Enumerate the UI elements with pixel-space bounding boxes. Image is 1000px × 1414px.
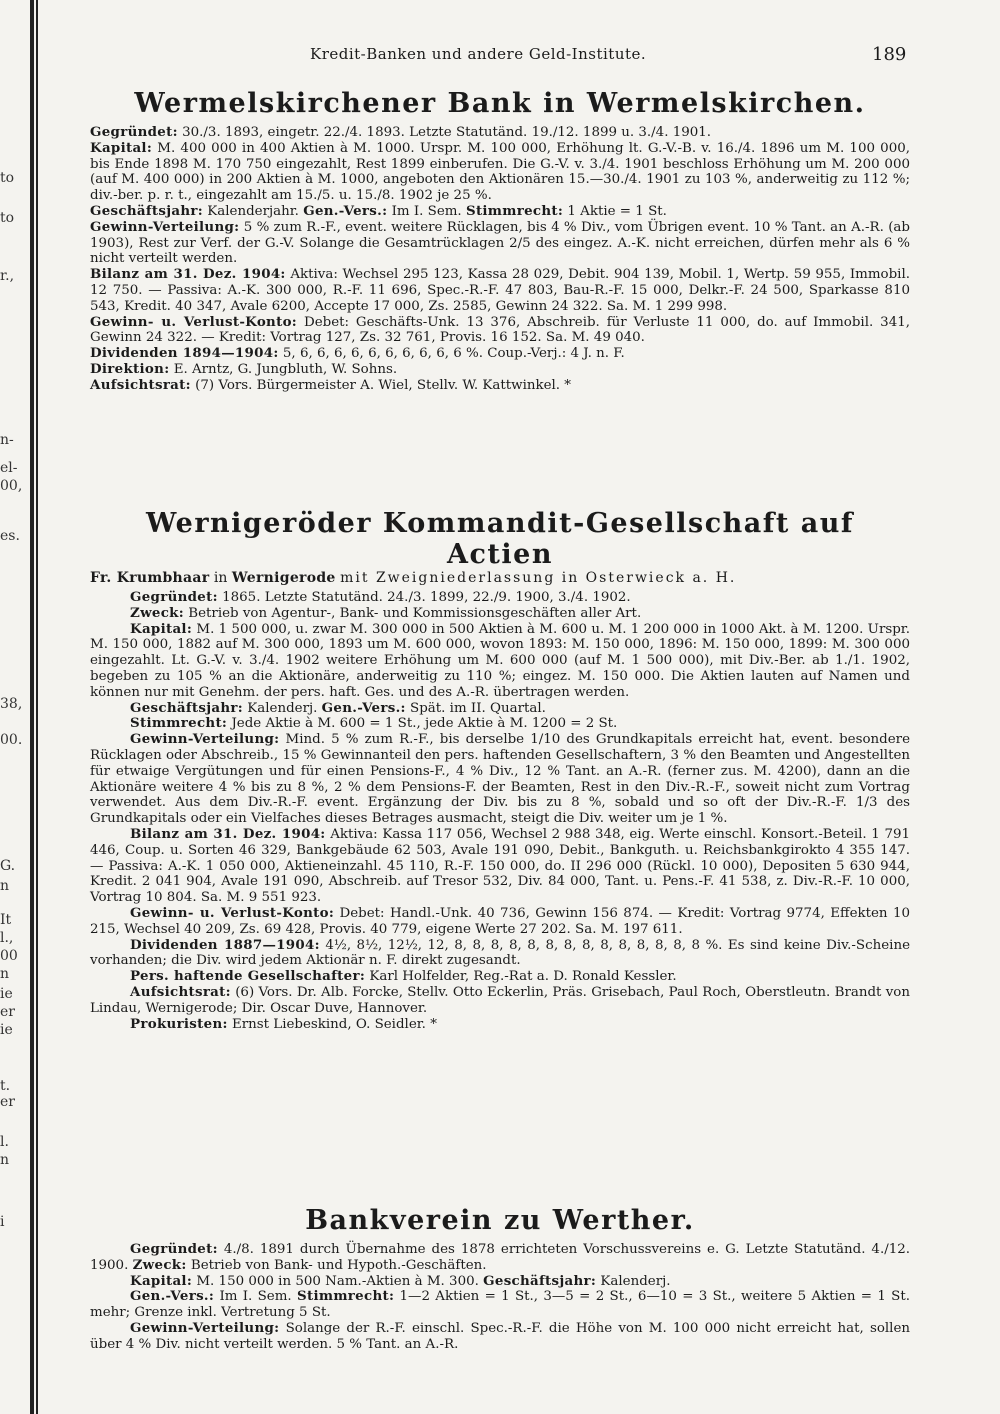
entry-text: 4½, 8½, 12½, 12, 8, 8, 8, 8, 8, 8, 8, 8, 8, 8, 8, 8, 8, 8 %. Es sind keine Div.-Scheine vorhanden; die Div. wird jedem Aktionär n. F. direkt zugesandt. xyxy=(90,937,910,969)
entry-text: 4./8. 1891 durch Übernahme des 1878 errichteten Vorschussvereins e. G. Letzte Statutänd. 4./12. 1900. xyxy=(90,1242,911,1273)
margin-fragment: G. xyxy=(0,858,16,874)
entry-label: Geschäftsjahr: xyxy=(90,202,203,219)
entry-paragraph xyxy=(90,590,910,606)
entry-paragraph xyxy=(90,267,910,314)
entry-paragraph xyxy=(90,732,910,827)
entry-label: Gewinn- u. Verlust-Konto: xyxy=(90,313,298,330)
entry-text: Jede Aktie à M. 600 = 1 St., jede Aktie à M. 1200 = 2 St. xyxy=(231,716,618,732)
entry-paragraph xyxy=(90,220,910,267)
entry-paragraph xyxy=(90,985,910,1017)
entry-text: 5 % zum R.-F., event. weitere Rücklagen, bis 4 % Div., vom Übrigen event. 10 % Tant. an A.-R. (ab 1903), Rest zur Verf. der G.-V. Solange die Gesamtrücklagen 2/5 des eingez. A.-K. nicht erreichen, dürfen mehr als 6 % nicht verteilt werden. xyxy=(90,219,910,267)
entry-label: Direktion: xyxy=(90,360,170,377)
entry-paragraph xyxy=(90,827,910,906)
entry-label: Aufsichtsrat: xyxy=(130,983,231,1000)
entry-label: Bilanz am 31. Dez. 1904: xyxy=(90,266,286,283)
entry-label: Gegründet: xyxy=(130,589,218,605)
entry-paragraph xyxy=(90,362,910,378)
entry-text: (6) Vors. Dr. Alb. Forcke, Stellv. Otto Eckerlin, Präs. Grisebach, Paul Roch, Oberstleutn. Brandt von Lindau, Wernigerode; Dir. Oscar Duve, Hannover. xyxy=(90,984,910,1016)
section-title: Bankverein zu Werther. xyxy=(305,1205,695,1236)
entry-paragraph xyxy=(90,938,910,970)
margin-fragment: n- xyxy=(0,432,14,448)
entry-text: Ernst Liebeskind, O. Seidler. * xyxy=(232,1016,437,1032)
entry-text: Kalenderj. xyxy=(247,700,318,716)
entry-label: Gewinn- u. Verlust-Konto: xyxy=(130,904,335,921)
entry-text: Im I. Sem. xyxy=(391,203,462,219)
entry-text: Kalenderj. xyxy=(600,1273,671,1289)
entry-paragraph xyxy=(90,1321,910,1353)
entry-text: E. Arntz, G. Jungbluth, W. Sohns. xyxy=(173,361,398,377)
entry-paragraph xyxy=(90,315,910,347)
firm-name: Fr. Krumbhaar xyxy=(90,570,210,586)
entry-text: Spät. im II. Quartal. xyxy=(410,700,546,716)
margin-fragment: n xyxy=(0,966,10,982)
margin-fragment: r., xyxy=(0,268,15,284)
entry-label: Gewinn-Verteilung: xyxy=(90,218,240,235)
entry-label: Gegründet: xyxy=(130,1241,218,1257)
margin-fragment: 00 xyxy=(0,948,18,964)
section-wermelskirchener-bank xyxy=(90,88,910,394)
entry-label: Gewinn-Verteilung: xyxy=(130,731,280,748)
gutter-rule xyxy=(36,0,38,1414)
entry-paragraph xyxy=(90,346,910,362)
subtitle-in: in xyxy=(213,570,228,586)
margin-fragment: It xyxy=(0,912,12,928)
entry-label: Kapital: xyxy=(90,139,153,156)
entry-paragraph xyxy=(90,969,910,985)
entry-label: Stimmrecht: xyxy=(130,715,228,732)
entry-label: Gen.-Vers.: xyxy=(321,699,406,716)
margin-fragment: 00. xyxy=(0,732,23,748)
margin-fragment: es. xyxy=(0,528,20,544)
entry-label: Zweck: xyxy=(132,1256,187,1273)
entry-label: Dividenden 1894—1904: xyxy=(90,345,279,362)
entry-text: Betrieb von Bank- und Hypoth.-Geschäften. xyxy=(190,1257,487,1273)
margin-fragment: 38, xyxy=(0,696,23,712)
entry-label: Gen.-Vers.: xyxy=(303,202,388,219)
firm-place: Wernigerode xyxy=(231,570,336,586)
entry-text: M. 150 000 in 500 Nam.-Aktien à M. 300. xyxy=(196,1273,479,1289)
entry-text: Mind. 5 % zum R.-F., bis derselbe 1/10 des Grundkapitals erreicht hat, event. besondere Rücklagen oder Abschreib., 15 % Gewinnanteil den pers. haftenden Gesellschaftern, 3 % den Beamten und Angestellten für etwaige Vergütungen und für einen Pensions-F., 4 % Div., 12 % Tant. an A.-R. (ferner zus. M. 4200), dann an die Aktionäre weitere 4 % bis zu 8 %, 2 % dem Pensions-F. der Beamten, Rest in den Div.-R.-F., soweit nicht zum Vortrag verwendet. Aus dem Div.-R.-F. event. Ergänzung der Div. bis zu 8 %, sobald und so oft der Div.-R.-F. 1/3 des Grundkapitals oder ein Vielfaches dieses Betrages ausmacht, steigt die Div. weiter um je 1 %. xyxy=(90,732,910,827)
entry-paragraph xyxy=(90,125,910,141)
entry-text: M. 1 500 000, u. zwar M. 300 000 in 500 Aktien à M. 600 u. M. 1 200 000 in 1000 Akt. à M. 1200. Urspr. M. 150 000, 1882 auf M. 300 000, 1893 um M. 600 000, wovon 1893: M. 150 000, 1896: M. 150 000, 1899: M. 300 000 eingezahlt. Lt. G.-V. v. 3./4. 1902 weitere Erhöhung um M. 600 000 (auf M. 1 500 000), mit Div.-Ber. ab 1./1. 1902, begeben zu 105 % an die Aktionäre, anderweitig zu 110 %; eingez. M. 150 000. Die Aktien lauten auf Namen und können nur mit Genehm. der pers. haft. Ges. und des A.-R. übertragen werden. xyxy=(90,621,910,700)
section-body xyxy=(90,1242,910,1353)
margin-fragment: er xyxy=(0,1094,15,1110)
entry-label: Geschäftsjahr: xyxy=(483,1272,597,1289)
entry-paragraph xyxy=(90,701,910,717)
entry-text: Kalenderjahr. xyxy=(207,203,299,219)
margin-fragment: el- xyxy=(0,460,18,476)
margin-fragment: l., xyxy=(0,930,14,946)
entry-label: Gen.-Vers.: xyxy=(130,1288,215,1305)
section-bankverein-werther xyxy=(90,1205,910,1353)
entry-label: Kapital: xyxy=(130,620,193,637)
entry-paragraph xyxy=(90,204,910,220)
section-title: Wernigeröder Kommandit-Gesellschaft auf Actien xyxy=(146,508,854,570)
section-body xyxy=(90,590,910,1032)
entry-text: Im I. Sem. xyxy=(219,1289,292,1305)
entry-paragraph xyxy=(90,1017,910,1033)
entry-text: Betrieb von Agentur-, Bank- und Kommissionsgeschäften aller Art. xyxy=(188,605,642,621)
entry-text: Aktiva: Wechsel 295 123, Kassa 28 029, Debit. 904 139, Mobil. 1, Wertp. 59 955, Immobil. 12 750. — Passiva: A.-K. 300 000, R.-F. 11 696, Spec.-R.-F. 47 803, Bau-R.-F. 15 000, Delkr.-F. 24 500, Sparkasse 810 543, Kredit. 40 347, Avale 6200, Accepte 17 000, Zs. 2585, Gewinn 24 322. Sa. M. 1 299 998. xyxy=(90,267,911,314)
entry-paragraph xyxy=(90,606,910,622)
entry-paragraph xyxy=(90,378,910,394)
subtitle-rest: mit Zweigniederlassung in Osterwieck a. H. xyxy=(340,570,737,586)
entry-label: Stimmrecht: xyxy=(465,202,564,219)
gutter-rule xyxy=(30,0,34,1414)
entry-text: Aktiva: Kassa 117 056, Wechsel 2 988 348, eig. Werte einschl. Konsort.-Beteil. 1 791 446, Coup. u. Sorten 46 329, Bankgebäude 62 503, Avale 191 090, Debit., Bankguth. u. Reichsbankgirokto 4 355 147. — Passiva: A.-K. 1 050 000, Aktieneinzahl. 45 110, R.-F. 150 000, do. II 296 000 (Rückl. 10 000), Depositen 5 630 944, Kredit. 2 041 904, Avale 191 090, Abschreib. auf Tresor 532, Div. 84 000, Tant. u. Pens.-F. 41 538, z. Div.-R.-F. 10 000, Vortrag 10 804. Sa. M. 9 551 923. xyxy=(90,826,911,906)
entry-label: Gegründet: xyxy=(90,124,178,140)
section-subtitle xyxy=(90,570,910,586)
entry-paragraph xyxy=(90,622,910,701)
entry-label: Bilanz am 31. Dez. 1904: xyxy=(130,825,326,842)
entry-paragraph xyxy=(90,1242,910,1274)
entry-text: 5, 6, 6, 6, 6, 6, 6, 6, 6, 6, 6 %. Coup.-Verj.: 4 J. n. F. xyxy=(282,346,625,362)
entry-paragraph xyxy=(90,141,910,204)
entry-label: Geschäftsjahr: xyxy=(130,699,243,716)
entry-text: 1865. Letzte Statutänd. 24./3. 1899, 22./9. 1900, 3./4. 1902. xyxy=(222,590,631,605)
entry-label: Stimmrecht: xyxy=(297,1288,395,1305)
entry-paragraph xyxy=(90,1274,910,1290)
entry-text: 1—2 Aktien = 1 St., 3—5 = 2 St., 6—10 = 3 St., weitere 5 Aktien = 1 St. mehr; Grenze inkl. Vertretung 5 St. xyxy=(90,1289,910,1321)
margin-fragment: to xyxy=(0,210,15,226)
entry-label: Prokuristen: xyxy=(130,1015,228,1032)
margin-fragment: to xyxy=(0,170,15,186)
section-title: Wermelskirchener Bank in Wermelskirchen. xyxy=(134,88,866,119)
entry-text: Karl Holfelder, Reg.-Rat a. D. Ronald Kessler. xyxy=(369,969,677,985)
margin-fragment: i xyxy=(0,1214,5,1230)
entry-paragraph xyxy=(90,1289,910,1321)
margin-fragment: ie xyxy=(0,1022,13,1038)
page-number: 189 xyxy=(872,44,907,65)
entry-text: Debet: Geschäfts-Unk. 13 376, Abschreib. für Verluste 11 000, do. auf Immobil. 341, Gewinn 24 322. — Kredit: Vortrag 127, Zs. 32 761, Provis. 16 152. Sa. M. 49 040. xyxy=(90,314,910,346)
margin-fragment: l. xyxy=(0,1134,9,1150)
margin-fragment: 00, xyxy=(0,478,23,494)
section-wernigeroeder-kg xyxy=(90,508,910,1032)
entry-text: Debet: Handl.-Unk. 40 736, Gewinn 156 874. — Kredit: Vortrag 9774, Effekten 10 215, Wechsel 40 209, Zs. 69 428, Provis. 40 779, eigene Werte 27 202. Sa. M. 197 611. xyxy=(90,905,910,937)
entry-text: (7) Vors. Bürgermeister A. Wiel, Stellv. W. Kattwinkel. * xyxy=(195,377,571,393)
margin-fragment: t. xyxy=(0,1078,11,1094)
entry-label: Gewinn-Verteilung: xyxy=(130,1319,280,1336)
running-title: Kredit-Banken und andere Geld-Institute. xyxy=(310,45,647,63)
entry-label: Aufsichtsrat: xyxy=(90,376,191,393)
entry-text: 1 Aktie = 1 St. xyxy=(567,203,667,219)
section-body xyxy=(90,125,910,394)
entry-label: Dividenden 1887—1904: xyxy=(130,936,320,953)
margin-fragment: er xyxy=(0,1004,15,1020)
entry-text: M. 400 000 in 400 Aktien à M. 1000. Urspr. M. 100 000, Erhöhung lt. G.-V.-B. v. 16./4. 1896 um M. 100 000, bis Ende 1898 M. 170 750 eingezahlt, Rest 1899 einberufen. Die G.-V. v. 3./4. 1901 beschloss Erhöhung um M. 200 000 (auf M. 400 000) in 200 Aktien à M. 1000, angeboten den Aktionären 15.—30./4. 1901 zu 103 %, anderweitig zu 112 %; div.-ber. p. r. t., eingezahlt am 15./5. u. 15./8. 1902 je 25 %. xyxy=(90,140,910,204)
entry-label: Kapital: xyxy=(130,1272,193,1289)
margin-fragment: n xyxy=(0,878,10,894)
entry-paragraph xyxy=(90,906,910,938)
margin-fragment: ie xyxy=(0,986,13,1002)
entry-label: Pers. haftende Gesellschafter: xyxy=(130,968,366,985)
entry-text: Solange der R.-F. einschl. Spec.-R.-F. die Höhe von M. 100 000 nicht erreicht hat, sollen über 4 % Div. nicht verteilt werden. 5 % Tant. an A.-R. xyxy=(90,1320,910,1352)
margin-fragment: n xyxy=(0,1152,10,1168)
entry-label: Zweck: xyxy=(130,604,184,621)
entry-text: 30./3. 1893, eingetr. 22./4. 1893. Letzte Statutänd. 19./12. 1899 u. 3./4. 1901. xyxy=(182,125,712,140)
entry-paragraph xyxy=(90,716,910,732)
